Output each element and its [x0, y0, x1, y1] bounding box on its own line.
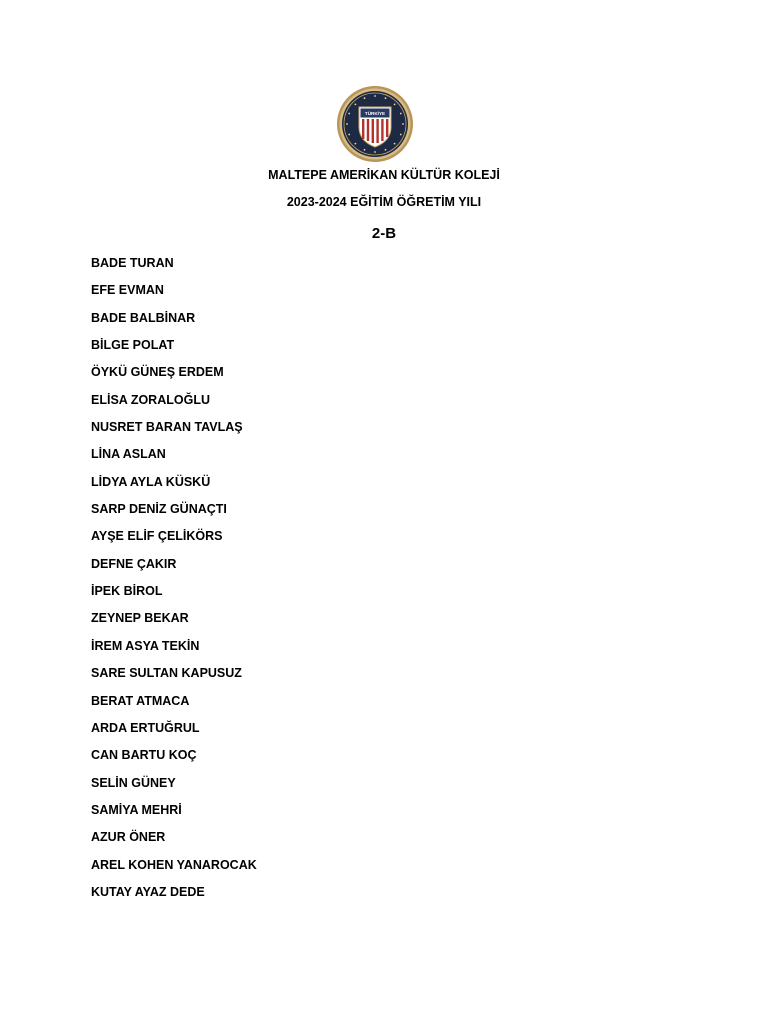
- school-name: MALTEPE AMERİKAN KÜLTÜR KOLEJİ: [268, 168, 500, 182]
- class-name: 2-B: [371, 225, 397, 242]
- student-name: SARP DENİZ GÜNAÇTI: [91, 502, 227, 517]
- student-name: AREL KOHEN YANAROCAK: [91, 857, 257, 872]
- student-name: AZUR ÖNER: [91, 830, 166, 845]
- student-name: İREM ASYA TEKİN: [91, 638, 200, 653]
- student-name: ÖYKÜ GÜNEŞ ERDEM: [91, 365, 224, 380]
- seal-icon: [336, 85, 414, 163]
- student-name: SARE SULTAN KAPUSUZ: [91, 666, 242, 681]
- student-name: EFE EVMAN: [91, 283, 164, 298]
- student-name: LİDYA AYLA KÜSKÜ: [91, 474, 211, 489]
- student-name: NUSRET BARAN TAVLAŞ: [91, 420, 243, 435]
- student-name: BİLGE POLAT: [91, 338, 175, 353]
- student-name: KUTAY AYAZ DEDE: [91, 884, 205, 899]
- student-name: CAN BARTU KOÇ: [91, 748, 197, 763]
- academic-year: 2023-2024 EĞİTİM ÖĞRETİM YILI: [286, 195, 482, 209]
- student-name: İPEK BİROL: [91, 584, 163, 599]
- student-name: BADE TURAN: [91, 256, 174, 270]
- student-name: ARDA ERTUĞRUL: [91, 720, 200, 735]
- student-list: [91, 255, 257, 911]
- student-name: BERAT ATMACA: [91, 693, 190, 708]
- school-seal-logo: [336, 85, 414, 163]
- student-name: AYŞE ELİF ÇELİKÖRS: [91, 529, 223, 544]
- student-name: ELİSA ZORALOĞLU: [91, 392, 210, 407]
- student-name: DEFNE ÇAKIR: [91, 556, 177, 571]
- student-name: SAMİYA MEHRİ: [91, 802, 182, 817]
- seal-text: TÜRKİYE: [364, 111, 386, 116]
- student-name: LİNA ASLAN: [91, 447, 166, 462]
- student-name: SELİN GÜNEY: [91, 775, 176, 790]
- student-name: ZEYNEP BEKAR: [91, 611, 189, 626]
- student-name: BADE BALBİNAR: [91, 310, 196, 325]
